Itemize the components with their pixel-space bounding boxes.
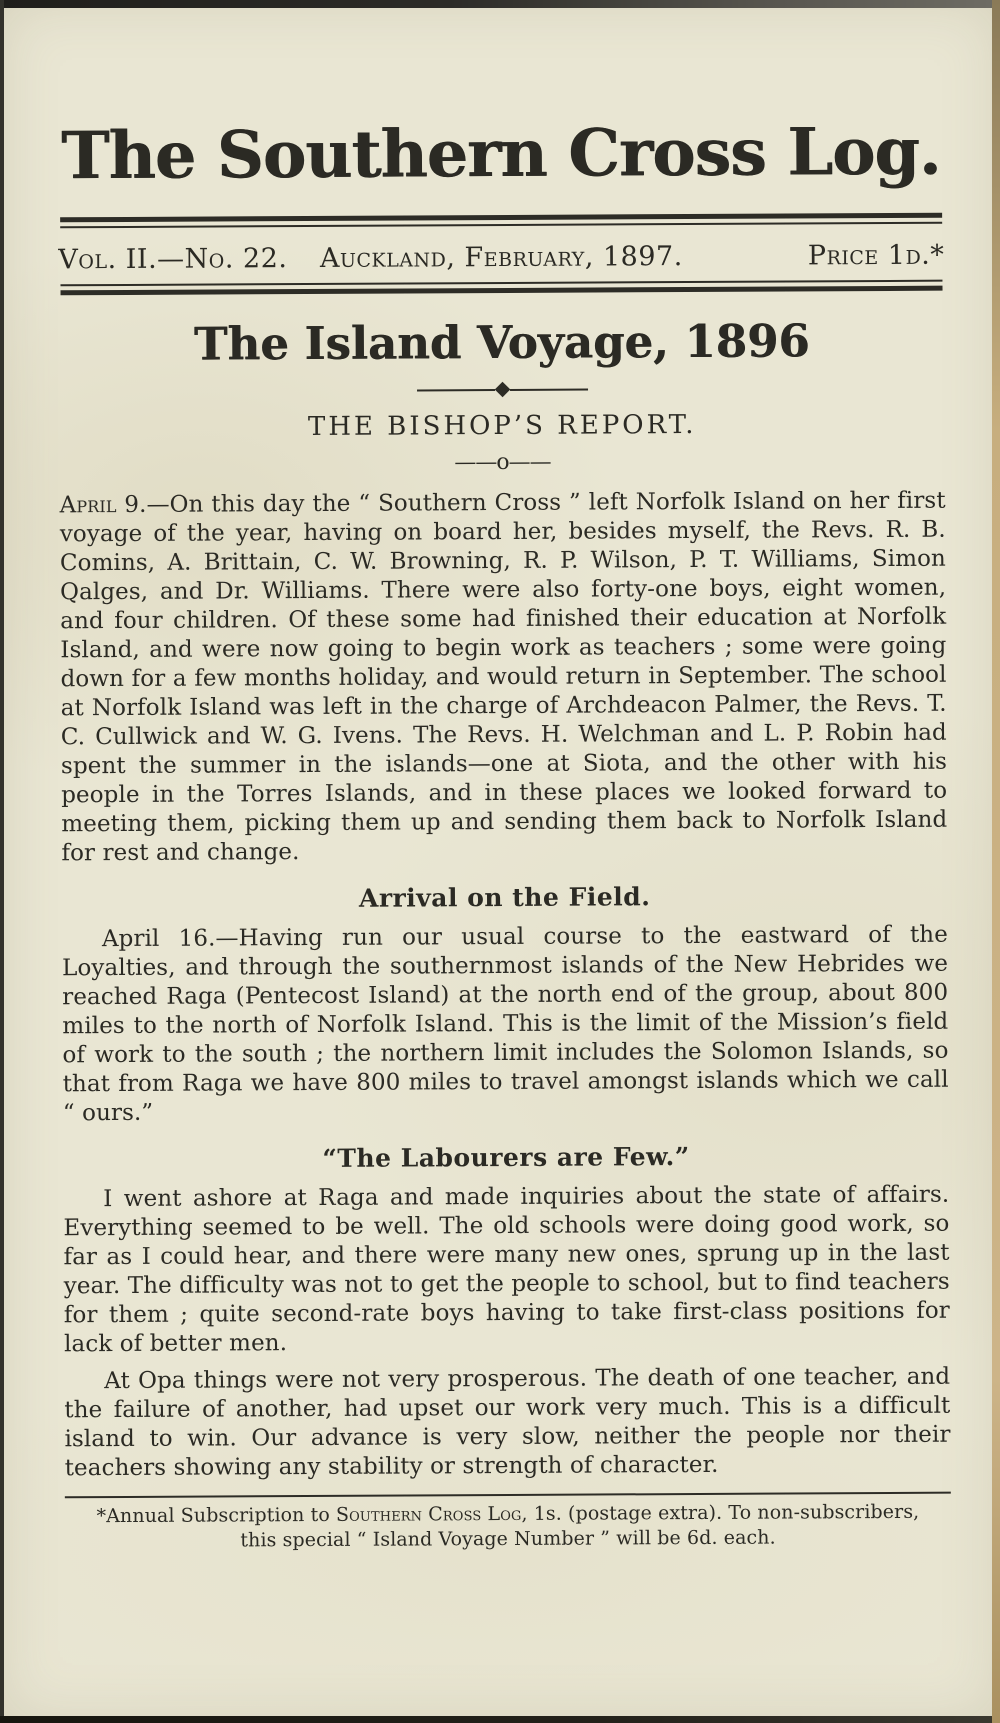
scan-edge-right (992, 0, 1000, 1723)
article (59, 314, 951, 1555)
rule-thick (61, 286, 943, 296)
rule-thin (60, 222, 942, 229)
body-paragraph-opa: At Opa things were not very prosperous. The death of one teacher, and the failure of another, had upset our work very much. This is a difficult island to win. Our advance is very slow, neither the people nor their teachers showing any stability or strength of character. (64, 1363, 951, 1482)
footnote (65, 1500, 951, 1555)
footnote-text: *Annual Subscription to (96, 1504, 337, 1528)
issue-bar (58, 240, 944, 276)
rule-thin (60, 280, 942, 287)
body-paragraph-raga: I went ashore at Raga and made inquiries about the state of affairs. Everything seemed to be well. The old schools were doing good work, so far as I could hear, and there were many new ones, sprung up in the last year. The difficulty was not to get the people to school, but to find teachers for them ; quite second-rate boys having to take first-class positions for lack of better men. (63, 1181, 950, 1358)
article-title: The Island Voyage, 1896 (193, 314, 810, 371)
article-subtitle: THE BISHOP’S REPORT. (307, 410, 697, 443)
masthead-title: The Southern Cross Log. (60, 113, 941, 195)
footnote-line2: this special “ Island Voyage Number ” will be 6d. each. (240, 1526, 776, 1552)
footnote-text: , 1s. (postage extra). To non-subscribers, (521, 1501, 920, 1526)
footnote-publication-name: Southern Cross Log (335, 1503, 522, 1527)
issue-volume: Vol. II.—No. 22. (58, 243, 288, 276)
page-content (57, 0, 951, 1555)
divider-line (417, 389, 495, 391)
divider-line (510, 388, 588, 390)
rule-thick (60, 213, 942, 223)
scan-edge-left (0, 0, 4, 1723)
footnote-rule (65, 1492, 951, 1499)
section-heading-arrival: Arrival on the Field. (358, 882, 651, 914)
diamond-icon (494, 382, 510, 398)
paragraph-text: 9.—On this day the “ Southern Cross ” left Norfolk Island on her first voyage of the year, having on board her, besides myself, the Revs. R. B. Comins, A. Brittain, C. W. Browning, R. P. Wilson, P. T. Williams, Simon Qalges, and Dr. Williams. There were also forty-one boys, eight women, and four children. Of these some had finished their education at Norfolk Island, and were now going to begin work as teachers ; some were going down for a few months holiday, and would return in September. The school at Norfolk Island was left in the charge of Archdeacon Palmer, the Revs. T. C. Cullwick and W. G. Ivens. The Revs. H. Welchman and L. P. Robin had spent the summer in the islands—one at Siota, and the other with his people in the Torres Islands, and in these places we looked forward to meeting them, picking them up and sending them back to Norfolk Island for rest and change. (59, 487, 948, 867)
body-paragraph-april-16: April 16.—Having run our usual course to the eastward of the Loyalties, and through the southernmost islands of the New Hebrides we reached Raga (Pentecost Island) at the north end of the group, about 800 miles to the north of Norfolk Island. This is the limit of the Mission’s field of work to the south ; the northern limit includes the Solomon Islands, so that from Raga we have 800 miles to travel amongst islands which we call “ ours.” (61, 921, 949, 1127)
diamond-divider (59, 382, 945, 398)
o-divider: ——o—— (454, 449, 551, 476)
section-heading-labourers: “The Labourers are Few.” (322, 1142, 690, 1174)
scan-edge-top (0, 0, 1000, 8)
scan-edge-bottom (0, 1716, 1000, 1723)
issue-divider-rule (60, 280, 942, 296)
paragraph-lead-in: April (59, 492, 117, 519)
issue-price: Price 1d.* (807, 239, 945, 272)
masthead-divider-rule (60, 213, 942, 229)
body-paragraph-april-9 (60, 487, 948, 869)
issue-place-date: Auckland, February, 1897. (319, 241, 683, 274)
article-body (60, 487, 951, 1484)
